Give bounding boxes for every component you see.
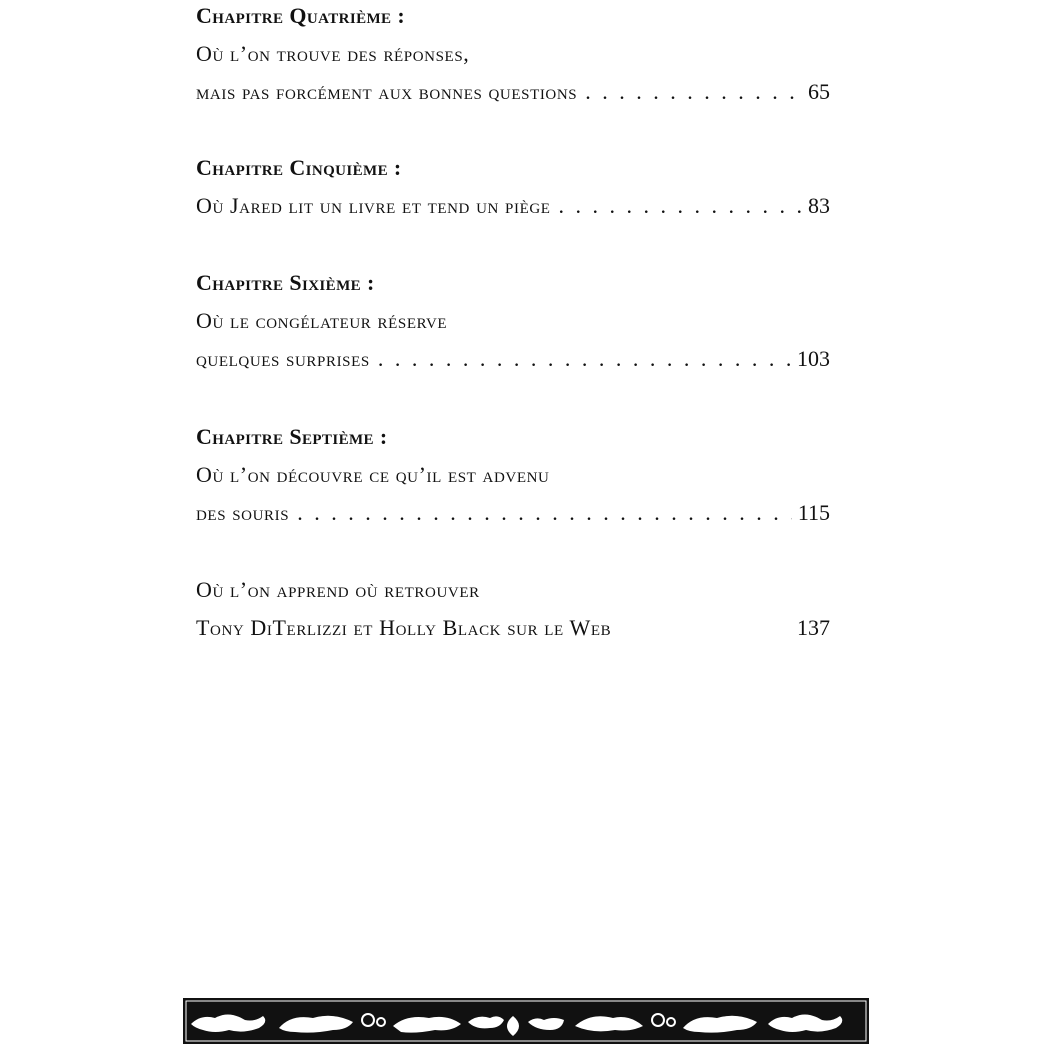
- toc-entry-chapter-6: [196, 264, 830, 378]
- page-number: 83: [808, 193, 830, 218]
- chapter-heading: Chapitre Cinquième :: [196, 155, 402, 180]
- toc-entry-chapter-7: [196, 418, 830, 532]
- page-number: 115: [797, 500, 830, 525]
- page-number: 137: [797, 615, 830, 640]
- dot-leader: [297, 494, 792, 532]
- entry-title-line: Où l’on apprend où retrouver: [196, 577, 480, 602]
- entry-title-line-last: quelques surprises . . . 103: [196, 340, 830, 378]
- entry-title-line-last: Où Jared lit un livre et tend un piège . . . 83: [196, 187, 830, 225]
- entry-title-line: Où l’on trouve des réponses,: [196, 41, 470, 66]
- entry-title-line: Où le congélateur réserve: [196, 308, 448, 333]
- dot-leader: [378, 340, 791, 378]
- entry-title-line: Où l’on découvre ce qu’il est advenu: [196, 462, 550, 487]
- dot-leader: [585, 73, 802, 111]
- entry-title-line-last: Tony DiTerlizzi et Holly Black sur le Web 137: [196, 609, 830, 647]
- chapter-heading: Chapitre Septième :: [196, 424, 388, 449]
- page-number: 103: [797, 346, 830, 371]
- toc-entry-web: [196, 571, 830, 647]
- entry-title-line-last: des souris . . . 115: [196, 494, 830, 532]
- toc-entry-chapter-4: [196, 0, 830, 111]
- chapter-heading: Chapitre Quatrième :: [196, 3, 406, 28]
- entry-title-line-last: mais pas forcément aux bonnes questions . . . 65: [196, 73, 830, 111]
- ornamental-border-icon: [183, 998, 869, 1044]
- chapter-heading: Chapitre Sixième :: [196, 270, 375, 295]
- toc-entry-chapter-5: [196, 149, 830, 225]
- page-number: 65: [808, 79, 830, 104]
- dot-leader: [559, 187, 802, 225]
